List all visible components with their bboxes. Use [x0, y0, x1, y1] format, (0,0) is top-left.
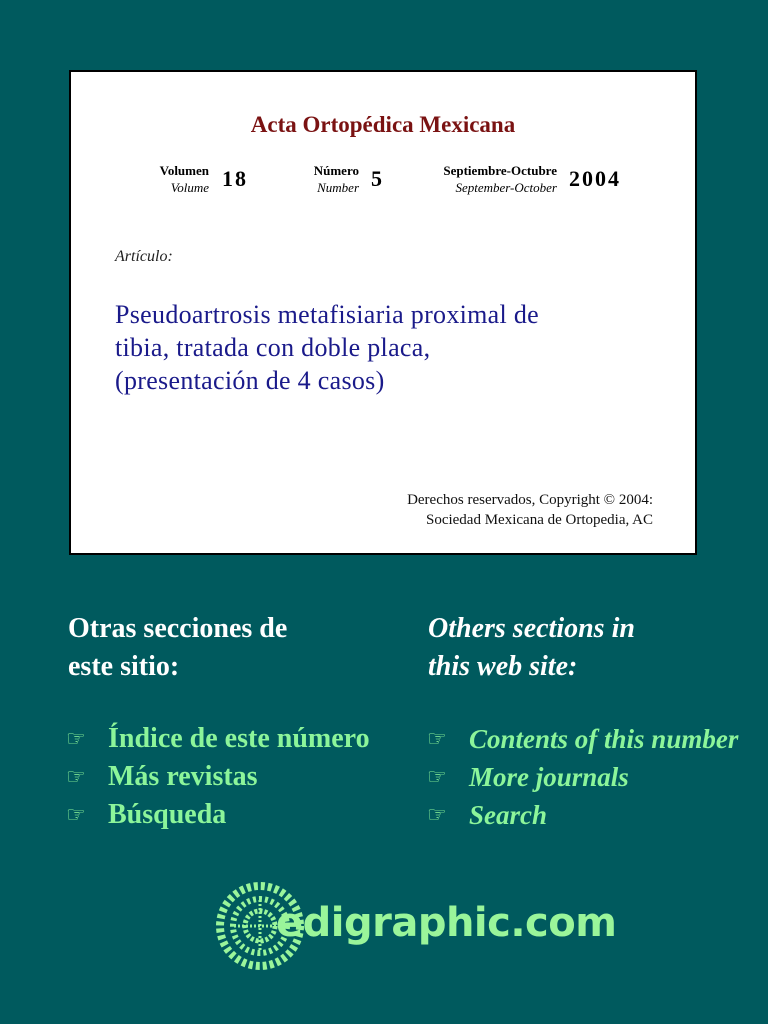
article-title-line: tibia, tratada con doble placa,	[115, 333, 431, 362]
article-label: Artículo:	[115, 248, 173, 265]
period-label	[411, 162, 557, 196]
heading-line: this web site:	[428, 651, 578, 682]
journal-card	[69, 70, 697, 555]
links-list-es	[66, 720, 370, 834]
number-label	[281, 162, 359, 196]
copyright-line: Sociedad Mexicana de Ortopedia, AC	[425, 512, 653, 528]
volume-value: 18	[222, 166, 248, 191]
pointing-hand-icon: ☞	[427, 764, 447, 789]
volume-label-es: Volumen	[159, 163, 209, 178]
sections-heading-en	[428, 610, 635, 686]
pointing-hand-icon: ☞	[66, 726, 86, 751]
link-search-en[interactable]	[427, 796, 738, 834]
copyright-line: Derechos reservados, Copyright © 2004:	[407, 492, 653, 508]
link-label[interactable]: Más revistas	[108, 761, 258, 792]
journal-title: Acta Ortopédica Mexicana	[250, 112, 516, 137]
heading-line: este sitio:	[68, 651, 180, 682]
link-more-journals-en[interactable]	[427, 758, 738, 796]
link-search-es[interactable]	[66, 796, 370, 834]
logo-text: edigraphic.com	[276, 900, 617, 946]
number-label-es: Número	[313, 163, 359, 178]
pointing-hand-icon: ☞	[66, 802, 86, 827]
heading-line: Otras secciones de	[68, 613, 288, 644]
link-more-journals-es[interactable]	[66, 758, 370, 796]
heading-line: Others sections in	[428, 613, 635, 644]
article-title	[115, 298, 645, 397]
period-label-en: September-October	[455, 180, 557, 195]
link-contents-es[interactable]	[66, 720, 370, 758]
pointing-hand-icon: ☞	[427, 726, 447, 751]
article-title-line: Pseudoartrosis metafisiaria proximal de	[115, 300, 539, 329]
article-title-line: (presentación de 4 casos)	[115, 366, 385, 395]
volume-label-en: Volume	[170, 180, 209, 195]
number-value: 5	[371, 166, 384, 191]
link-label[interactable]: Índice de este número	[108, 723, 370, 754]
links-list-en	[427, 720, 738, 834]
link-label[interactable]: Search	[469, 799, 548, 830]
number-label-en: Number	[317, 180, 359, 195]
period-label-es: Septiembre-Octubre	[443, 163, 557, 178]
medigraphic-logo[interactable]	[214, 880, 617, 972]
link-label[interactable]: Búsqueda	[108, 799, 227, 830]
link-label[interactable]: More journals	[469, 761, 629, 792]
pointing-hand-icon: ☞	[427, 802, 447, 827]
sections-heading-es	[68, 610, 287, 686]
copyright-notice	[407, 490, 653, 530]
link-label[interactable]: Contents of this number	[469, 723, 739, 754]
year-value: 2004	[569, 166, 621, 191]
link-contents-en[interactable]	[427, 720, 738, 758]
volume-label	[131, 162, 209, 196]
pointing-hand-icon: ☞	[66, 764, 86, 789]
